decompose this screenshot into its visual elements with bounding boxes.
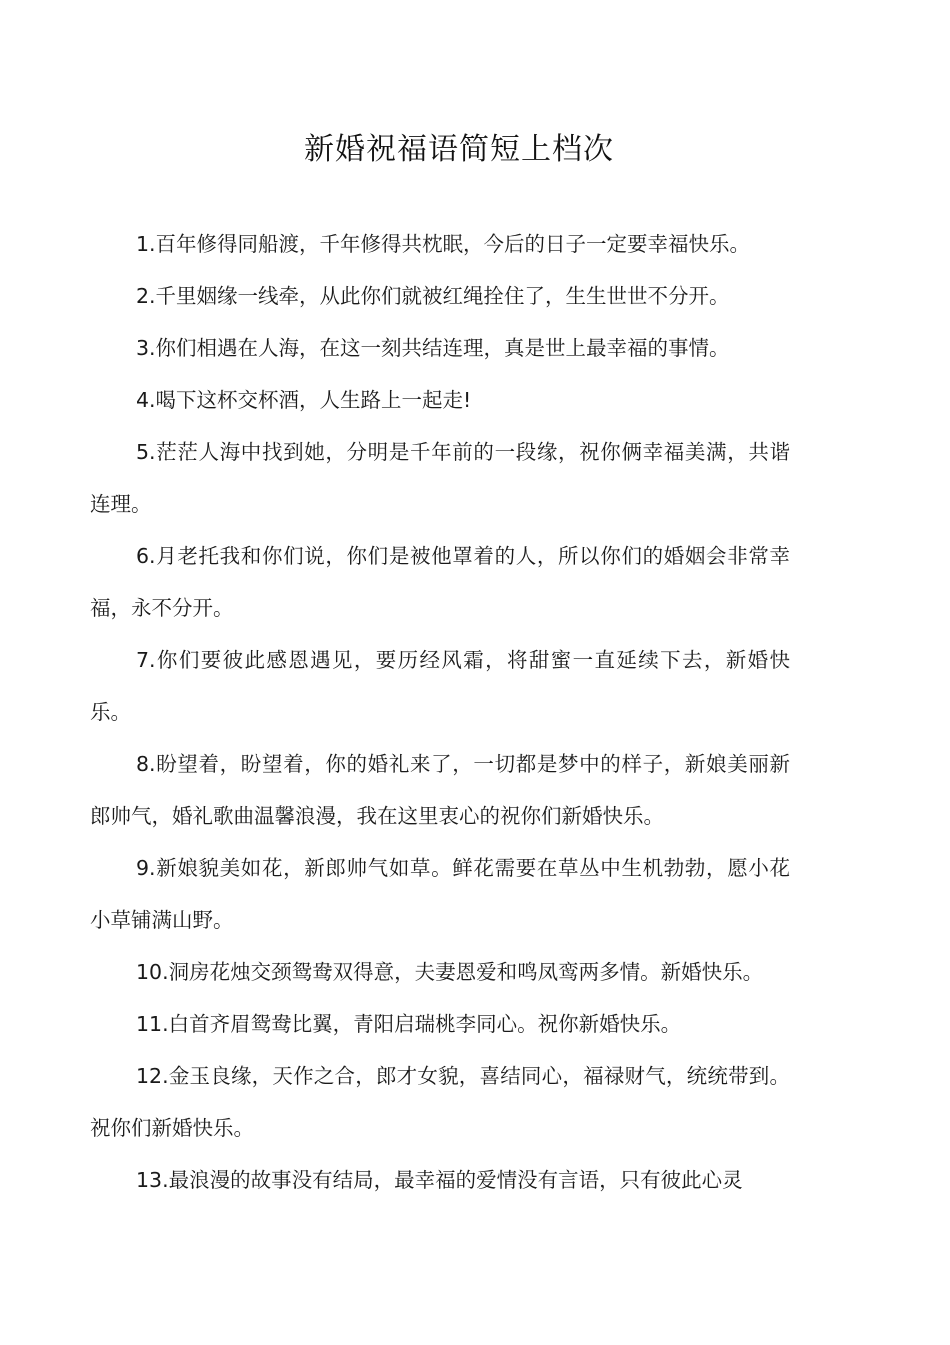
paragraph-7: 7.你们要彼此感恩遇见，要历经风霜，将甜蜜一直延续下去，新婚快乐。 (90, 648, 790, 724)
paragraph-3: 3.你们相遇在人海，在这一刻共结连理，真是世上最幸福的事情。 (136, 336, 730, 360)
paragraph-6: 6.月老托我和你们说，你们是被他罩着的人，所以你们的婚姻会非常幸福，永不分开。 (90, 544, 790, 620)
paragraph-10: 10.洞房花烛交颈鸳鸯双得意，夫妻恩爱和鸣凤鸾两多情。新婚快乐。 (136, 960, 764, 984)
paragraph-12: 12.金玉良缘，天作之合，郎才女貌，喜结同心，福禄财气，统统带到。祝你们新婚快乐。 (90, 1064, 790, 1140)
paragraph-5: 5.茫茫人海中找到她，分明是千年前的一段缘，祝你俩幸福美满，共谐连理。 (90, 440, 790, 516)
paragraph-11: 11.白首齐眉鸳鸯比翼，青阳启瑞桃李同心。祝你新婚快乐。 (136, 1012, 682, 1036)
paragraph-9: 9.新娘貌美如花，新郎帅气如草。鲜花需要在草丛中生机勃勃，愿小花小草铺满山野。 (90, 856, 790, 932)
document-body (90, 218, 790, 1206)
paragraph-1: 1.百年修得同船渡，千年修得共枕眠，今后的日子一定要幸福快乐。 (136, 232, 751, 256)
paragraph-4: 4.喝下这杯交杯酒，人生路上一起走! (136, 388, 472, 412)
paragraph-8: 8.盼望着，盼望着，你的婚礼来了，一切都是梦中的样子，新娘美丽新郎帅气，婚礼歌曲温馨浪漫，我在这里衷心的祝你们新婚快乐。 (90, 752, 790, 828)
paragraph-2: 2.千里姻缘一线牵，从此你们就被红绳拴住了，生生世世不分开。 (136, 284, 730, 308)
paragraph-13: 13.最浪漫的故事没有结局，最幸福的爱情没有言语，只有彼此心灵 (136, 1168, 743, 1192)
document-title: 新婚祝福语简短上档次 (304, 132, 614, 167)
